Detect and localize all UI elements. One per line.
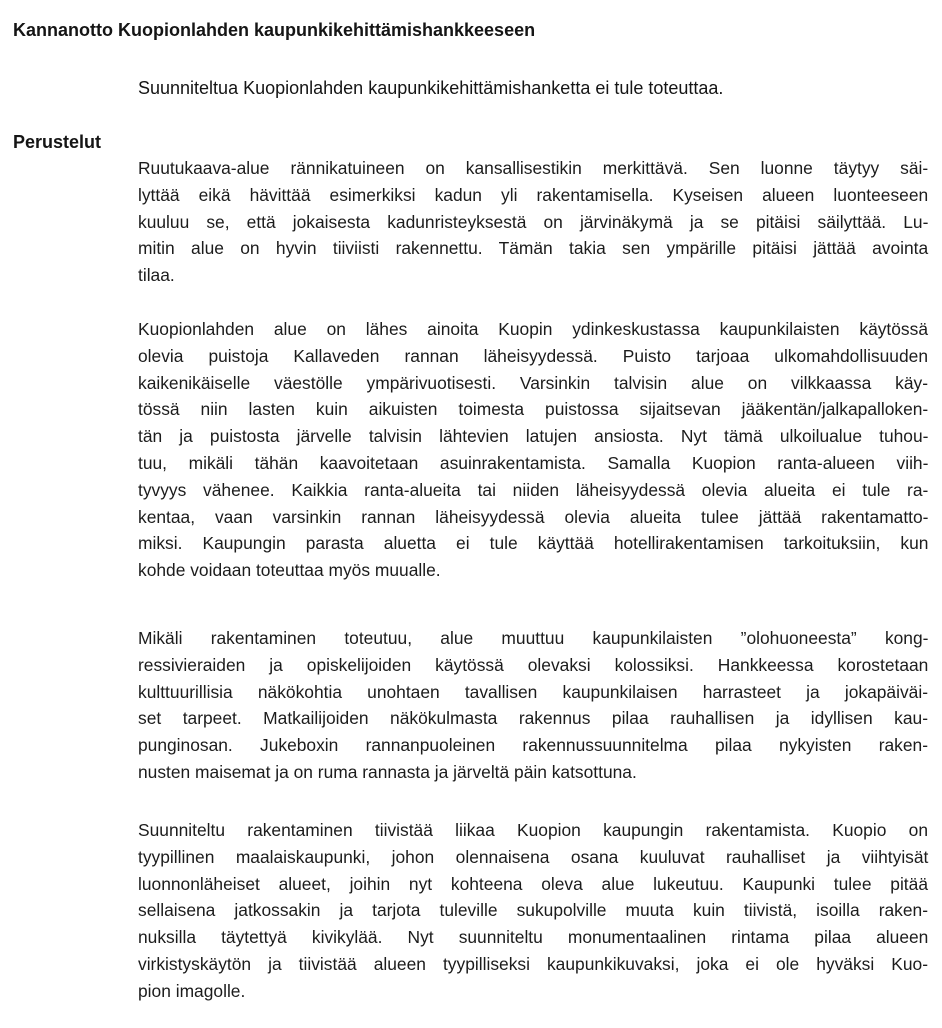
text-line: Suunniteltu rakentaminen tiivistää liikaa Kuopion kaupungin rakentamista. Kuopio on xyxy=(138,820,928,840)
text-line: kuuluu se, että jokaisesta kadunristeyksestä on järvinäkymä ja se pitäisi säilyttää. Lu- xyxy=(138,211,929,232)
paragraph-3 xyxy=(138,625,928,786)
document-title: Kannanotto Kuopionlahden kaupunkikehittämishankkeeseen xyxy=(13,20,536,40)
text-line: luonnonläheiset alueet, joihin nyt kohteena oleva alue lukeutuu. Kaupunki tulee pitää xyxy=(138,873,928,894)
text-line: tän ja puistosta järvelle talvisin lähtevien latujen ansiosta. Nyt tämä ulkoilualue tuhou- xyxy=(138,426,929,447)
text-line: nuksilla täytettyä kivikylää. Nyt suunniteltu monumentaalinen rintama pilaa alueen xyxy=(138,927,929,948)
section-heading: Perustelut xyxy=(13,132,102,152)
paragraph-2 xyxy=(138,316,928,584)
text-line: lyttää eikä hävittää esimerkiksi kadun yli rakentamisella. Kyseisen alueen luonteeseen xyxy=(138,184,929,205)
text-line: kentaa, vaan varsinkin rannan läheisyydessä olevia alueita tulee jättää rakentamatto- xyxy=(138,506,929,527)
text-line: set tarpeet. Matkailijoiden näkökulmasta rakennus pilaa rauhallisen ja idyllisen kau- xyxy=(138,708,928,729)
text-line: tyvyys vähenee. Kaikkia ranta-alueita tai niiden läheisyydessä olevia alueita ei tule ra- xyxy=(138,479,929,500)
text-line: tuu, mikäli tähän kaavoitetaan asuinrakentamista. Samalla Kuopion ranta-alueen viih- xyxy=(138,452,929,473)
text-line: ressivieraiden ja opiskelijoiden käytössä olevaksi kolossiksi. Hankkeessa korostetaan xyxy=(138,654,929,675)
text-line: nusten maisemat ja on ruma rannasta ja järveltä päin katsottuna. xyxy=(138,761,637,782)
text-line: kulttuurillisia näkökohtia unohtaen tavallisen kaupunkilaisen harrasteet ja jokapäiväi- xyxy=(138,681,928,702)
text-line: sellaisena jatkossakin ja tarjota tuleville sukupolville muuta kuin tiivistä, isoilla raken- xyxy=(138,900,928,921)
text-line: olevia puistoja Kallaveden rannan läheisyydessä. Puisto tarjoaa ulkomahdollisuuden xyxy=(138,345,928,366)
statement-text: Suunniteltua Kuopionlahden kaupunkikehittämishanketta ei tule toteuttaa. xyxy=(138,78,724,98)
text-line: miksi. Kaupungin parasta aluetta ei tule käyttää hotellirakentamisen tarkoituksiin, kun xyxy=(138,533,929,554)
text-line: punginosan. Jukeboxin rannanpuoleinen rakennussuunnitelma pilaa nykyisten raken- xyxy=(138,735,928,756)
text-line: Mikäli rakentaminen toteutuu, alue muuttuu kaupunkilaisten ”olohuoneesta” kong- xyxy=(138,628,929,648)
paragraph-1 xyxy=(138,155,928,289)
text-line: pion imagolle. xyxy=(138,980,246,1001)
text-line: tössä niin lasten kuin aikuisten toimesta puistossa sijaitsevan jääkentän/jalkapalloken- xyxy=(138,399,929,420)
text-line: kohde voidaan toteuttaa myös muualle. xyxy=(138,560,441,581)
text-line: mitin alue on hyvin tiiviisti rakennettu. Tämän takia sen ympärille pitäisi jättää avointa xyxy=(138,238,929,259)
text-line: tilaa. xyxy=(138,265,175,286)
text-line: virkistyskäytön ja tiivistää alueen tyypilliseksi kaupunkikuvaksi, joka ei ole hyväksi Kuo- xyxy=(138,953,928,974)
text-line: tyypillinen maalaiskaupunki, johon olennaisena osana kuuluvat rauhalliset ja viihtyisät xyxy=(138,846,929,867)
text-line: Kuopionlahden alue on lähes ainoita Kuopin ydinkeskustassa kaupunkilaisten käytössä xyxy=(138,319,928,339)
text-line: Ruutukaava-alue rännikatuineen on kansallisestikin merkittävä. Sen luonne täytyy säi- xyxy=(138,158,929,178)
text-line: kaikenikäiselle väestölle ympärivuotisesti. Varsinkin talvisin alue on vilkkaassa käy- xyxy=(138,372,928,393)
paragraph-4 xyxy=(138,817,928,1005)
